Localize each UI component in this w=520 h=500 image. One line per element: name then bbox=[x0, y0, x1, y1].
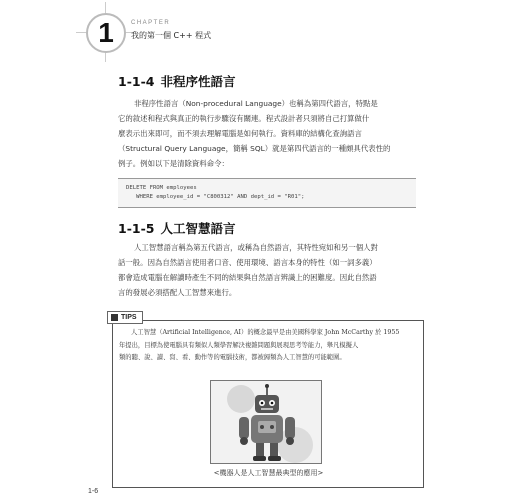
paragraph-line: （Structural Query Language，簡稱 SQL）就是第四代語言的一種頗具代表性的 bbox=[118, 144, 391, 153]
chapter-title: 我的第一個 C++ 程式 bbox=[131, 31, 212, 40]
section-paragraph bbox=[118, 96, 416, 171]
code-block bbox=[118, 178, 416, 208]
paragraph-line: 都會造成電腦在解讀時產生不同的結果與自然語言辨識上的困難度。因此自然語 bbox=[118, 273, 377, 282]
tips-label bbox=[107, 311, 143, 324]
section-heading bbox=[118, 219, 235, 237]
tips-line: 年提出，目標為使電腦具有類似人類學習解決複雜問題與展現思考等能力，舉凡模擬人 bbox=[119, 341, 359, 349]
paragraph-line: 它的敘述和程式與真正的執行步驟沒有關連。程式設計者只須將自己打算做什 bbox=[118, 114, 370, 123]
figure-caption: <機器人是人工智慧最典型的應用> bbox=[213, 469, 324, 477]
section-title: 非程序性語言 bbox=[160, 74, 236, 89]
tips-text bbox=[119, 327, 419, 365]
paragraph-line: 非程序性語言（Non-procedural Language）也稱為第四代語言，特點是 bbox=[134, 99, 378, 108]
tips-line: 人工智慧（Artificial Intelligence, AI）的概念最早是由美國科學家 John McCarthy 於 1955 bbox=[131, 329, 400, 336]
robot-figure bbox=[210, 380, 322, 464]
paragraph-line: 人工智慧語言稱為第五代語言，或稱為自然語言，其特性宛如和另一個人對 bbox=[134, 243, 378, 252]
section-number: 1-1-4 bbox=[118, 74, 155, 89]
section-paragraph bbox=[118, 240, 416, 300]
chapter-label: CHAPTER bbox=[131, 20, 171, 26]
robot-illustration-icon bbox=[211, 381, 322, 464]
chapter-number-badge: 1 bbox=[86, 13, 126, 53]
paragraph-line: 話一般。因為自然語言使用者口音、使用環境、語言本身的特性（如一詞多義） bbox=[118, 258, 377, 267]
section-heading bbox=[118, 72, 235, 90]
paragraph-line: 例子。例如以下是清除資料命令： bbox=[118, 159, 229, 168]
tips-icon bbox=[111, 314, 118, 321]
section-title: 人工智慧語言 bbox=[160, 221, 236, 236]
section-number: 1-1-5 bbox=[118, 221, 155, 236]
tips-label-text: TIPS bbox=[121, 314, 137, 321]
code-line: WHERE employee_id = "C800312" AND dept_id = "R01"; bbox=[126, 194, 305, 200]
paragraph-line: 麼表示出來即可，而不須去理解電腦是如何執行。資料庫的結構化查詢語言 bbox=[118, 129, 362, 138]
code-line: DELETE FROM employees bbox=[126, 185, 197, 191]
paragraph-line: 言的發展必須搭配人工智慧來進行。 bbox=[118, 288, 237, 297]
page-number: 1-6 bbox=[88, 488, 99, 495]
tips-line: 類的聽、說、讀、寫、看、動作等的電腦技術，都被歸類為人工智慧的可能範圍。 bbox=[119, 354, 346, 361]
